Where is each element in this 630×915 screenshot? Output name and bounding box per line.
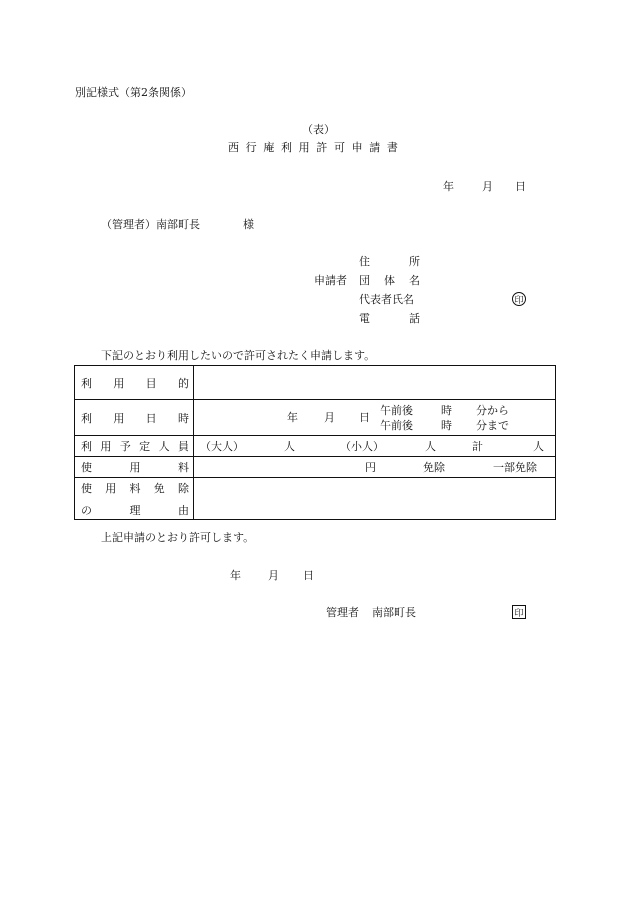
datetime-year: 年	[287, 411, 298, 424]
row-fee	[75, 457, 556, 478]
minute-from: 分から	[476, 404, 509, 417]
approval-text: 上記申請のとおり許可します。	[101, 531, 255, 544]
label-fee: 使 用 料	[75, 457, 194, 478]
intro-text: 下記のとおり利用したいので許可されたく申請します。	[101, 349, 376, 362]
minute-to: 分まで	[476, 419, 509, 432]
representative-label: 代表者氏名	[359, 293, 414, 306]
date-year: 年	[443, 180, 454, 193]
applicant-phone-label: 電 話	[359, 312, 420, 325]
row-exemption-reason	[75, 478, 556, 520]
manager-name: 南部町長	[372, 606, 416, 619]
applicant-seal: 印	[512, 292, 526, 306]
child-label: （小人）	[340, 440, 384, 453]
ampm-from: 午前後	[380, 404, 413, 417]
field-fee[interactable]	[194, 457, 556, 478]
manager-seal: 印	[512, 605, 526, 619]
label-exemption-reason: 使 用 料 免 除 の 理 由	[75, 478, 194, 520]
field-exemption-reason[interactable]	[194, 478, 556, 520]
row-datetime	[75, 400, 556, 436]
form-reference: 別記様式（第2条関係）	[75, 86, 192, 99]
hour-from: 時	[441, 404, 452, 417]
date-month: 月	[482, 180, 493, 193]
field-datetime[interactable]	[194, 400, 556, 436]
total-unit: 人	[533, 440, 544, 453]
field-purpose[interactable]	[194, 366, 556, 400]
approval-day: 日	[303, 569, 314, 582]
date-day: 日	[515, 180, 526, 193]
manager-label: 管理者	[326, 606, 359, 619]
fee-partial-exempt: 一部免除	[493, 461, 537, 474]
datetime-month: 月	[324, 411, 335, 424]
total-label: 計	[472, 440, 483, 453]
applicant-group-label: 団 体 名	[359, 274, 420, 287]
addressee-honorific: 様	[243, 218, 254, 231]
applicant-label: 申請者	[314, 274, 347, 287]
adult-label: （大人）	[200, 440, 244, 453]
title-sub: （表）	[302, 123, 335, 136]
ampm-to: 午前後	[380, 419, 413, 432]
datetime-day: 日	[359, 411, 370, 424]
fee-yen: 円	[365, 461, 376, 474]
row-people	[75, 436, 556, 457]
addressee: （管理者）南部町長	[101, 218, 200, 231]
applicant-address-label: 住 所	[359, 255, 420, 268]
child-unit: 人	[425, 440, 436, 453]
application-table	[74, 365, 556, 520]
approval-month: 月	[268, 569, 279, 582]
adult-unit: 人	[284, 440, 295, 453]
fee-exempt: 免除	[423, 461, 445, 474]
field-people[interactable]	[194, 436, 556, 457]
label-purpose: 利 用 目 的	[75, 366, 194, 400]
label-people: 利 用 予 定 人 員	[75, 436, 194, 457]
label-datetime: 利 用 日 時	[75, 400, 194, 436]
hour-to: 時	[441, 419, 452, 432]
row-purpose	[75, 366, 556, 400]
approval-year: 年	[230, 569, 241, 582]
page-title: 西 行 庵 利 用 許 可 申 請 書	[228, 141, 398, 154]
